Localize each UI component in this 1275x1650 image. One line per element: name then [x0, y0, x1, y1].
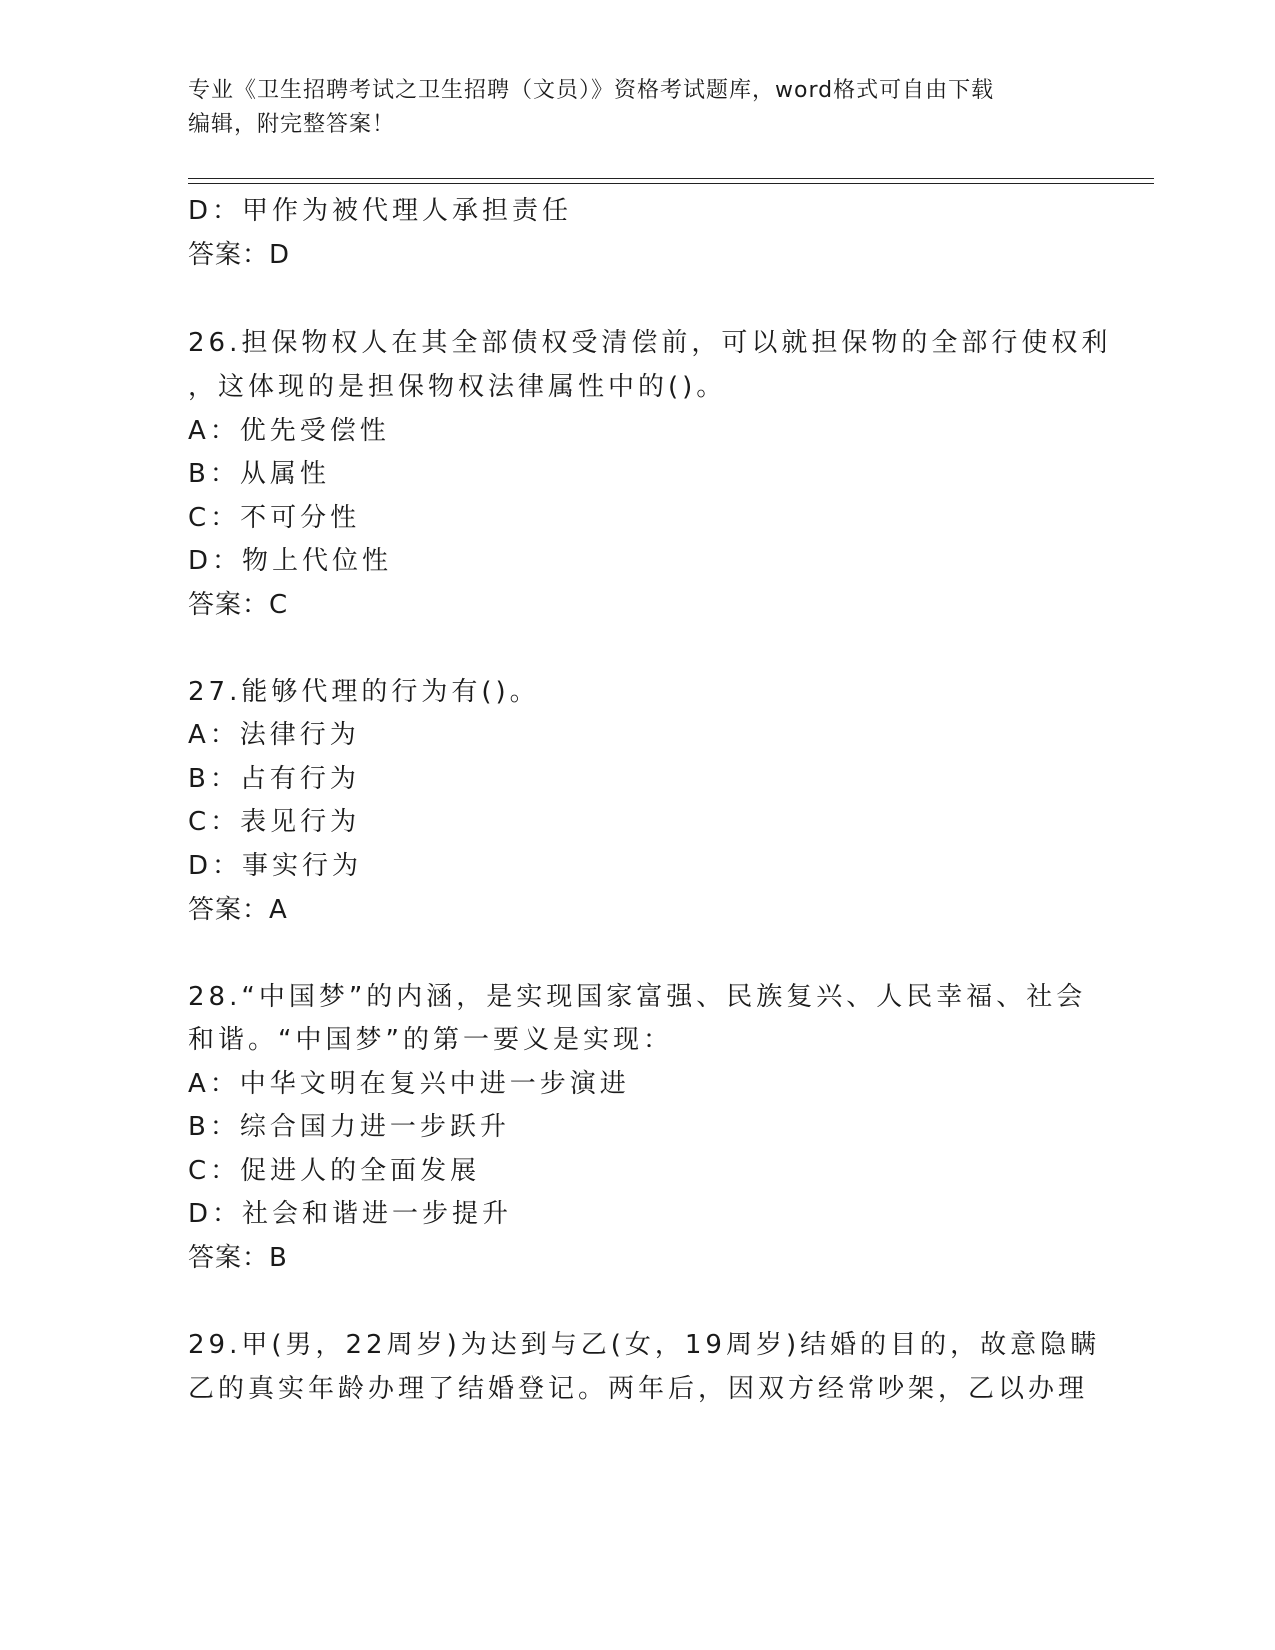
- option-d: D：社会和谐进一步提升: [188, 1199, 513, 1229]
- question-stem-cont: 乙的真实年龄办理了结婚登记。两年后，因双方经常吵架，乙以办理: [188, 1374, 1089, 1404]
- question-stem: 27.能够代理的行为有()。: [188, 677, 540, 707]
- answer: 答案：B: [188, 1243, 288, 1273]
- option-b: B：综合国力进一步跃升: [188, 1112, 510, 1142]
- header-divider-top: [188, 178, 1154, 179]
- option-d: D：事实行为: [188, 851, 363, 881]
- question-stem: 26.担保物权人在其全部债权受清偿前，可以就担保物的全部行使权利: [188, 328, 1112, 358]
- question-stem: 28.“中国梦”的内涵，是实现国家富强、民族复兴、人民幸福、社会: [188, 982, 1087, 1012]
- question-stem: 29.甲(男，22周岁)为达到与乙(女，19周岁)结婚的目的，故意隐瞒: [188, 1330, 1101, 1360]
- option-b: B：从属性: [188, 459, 330, 489]
- header-line-1: 专业《卫生招聘考试之卫生招聘（文员）》资格考试题库，word格式可自由下载: [188, 78, 995, 103]
- question-stem-cont: ，这体现的是担保物权法律属性中的()。: [188, 372, 727, 402]
- option-d: D：物上代位性: [188, 546, 393, 576]
- option-c: C：促进人的全面发展: [188, 1156, 481, 1186]
- document-header: [188, 74, 1088, 142]
- option-a: A：中华文明在复兴中进一步演进: [188, 1069, 630, 1099]
- option-b: B：占有行为: [188, 764, 360, 794]
- header-divider-bottom: [188, 183, 1154, 184]
- answer: 答案：A: [188, 895, 288, 925]
- header-line-2: 编辑，附完整答案！: [188, 112, 396, 137]
- answer: 答案：C: [188, 590, 289, 620]
- answer: 答案：D: [188, 240, 291, 270]
- option-c: C：不可分性: [188, 503, 361, 533]
- option-a: A：优先受偿性: [188, 416, 390, 446]
- option-a: A：法律行为: [188, 720, 360, 750]
- option-d: D：甲作为被代理人承担责任: [188, 196, 573, 226]
- question-stem-cont: 和谐。“中国梦”的第一要义是实现：: [188, 1025, 673, 1055]
- option-c: C：表见行为: [188, 807, 361, 837]
